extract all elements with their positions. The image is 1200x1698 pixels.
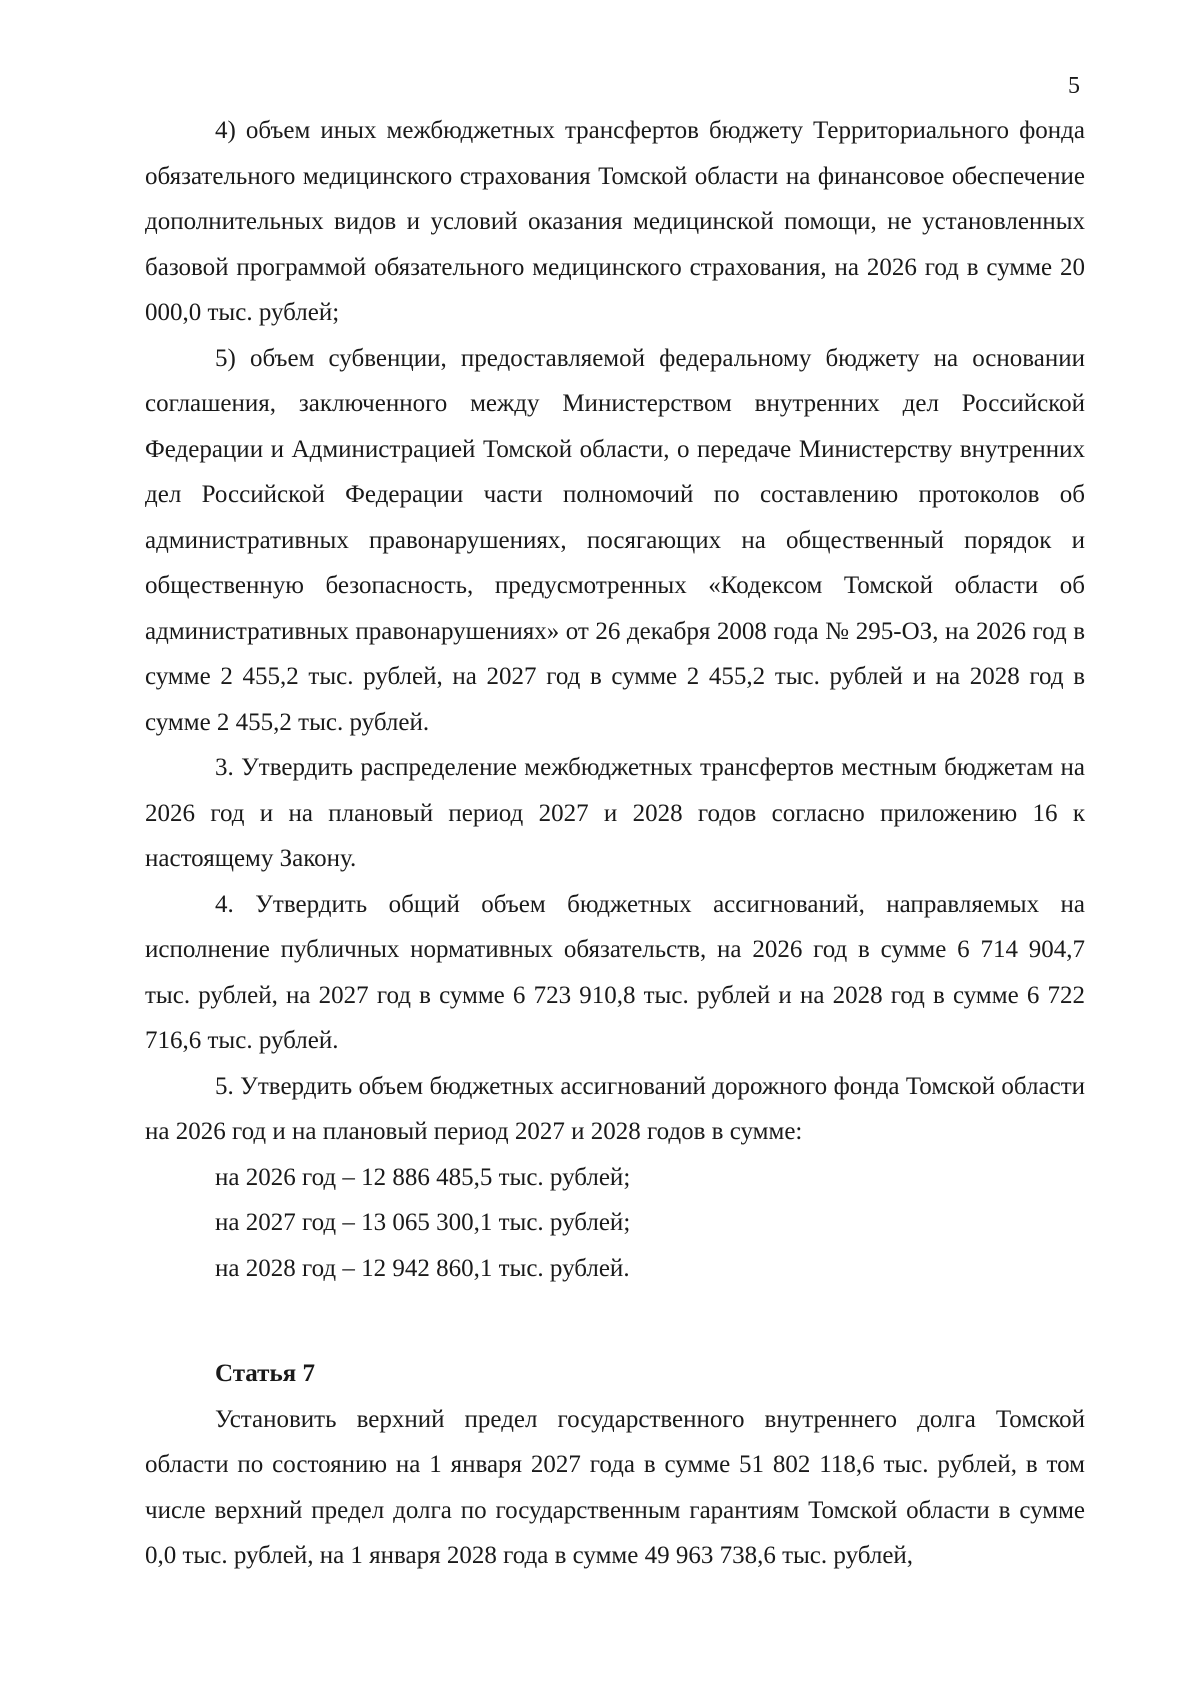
article-7-title: Статья 7 [215, 1360, 315, 1387]
spacer [145, 1291, 1085, 1351]
road-fund-line-2026: на 2026 год – 12 886 485,5 тыс. рублей; [215, 1163, 631, 1191]
paragraph-section-5: 5. Утвердить объем бюджетных ассигнований дорожного фонда Томской области на 2026 год и на плановый период 2027 и 2028 годов в сумме: [145, 1072, 1085, 1145]
road-fund-line-2028: на 2028 год – 12 942 860,1 тыс. рублей. [215, 1254, 630, 1282]
document-body [145, 108, 1085, 1579]
paragraph-section-3: 3. Утвердить распределение межбюджетных трансфертов местным бюджетам на 2026 год и на плановый период 2027 и 2028 годов согласно приложению 16 к настоящему Закону. [145, 754, 1085, 872]
article-7-text: Установить верхний предел государственного внутреннего долга Томской области по состоянию на 1 января 2027 года в сумме 51 802 118,6 тыс. рублей, в том числе верхний предел долга по государственным гарантиям Томской области в сумме 0,0 тыс. рублей, на 1 января 2028 года в сумме 49 963 738,6 тыс. рублей, [145, 1405, 1085, 1569]
paragraph-item-5: 5) объем субвенции, предоставляемой федеральному бюджету на основании соглашения, заключенного между Министерством внутренних дел Российской Федерации и Администрацией Томской области, о передаче Министерству внутренних дел Российской Федерации части полномочий по составлению протоколов об административных правонарушениях, посягающих на общественный порядок и общественную безопасность, предусмотренных «Кодексом Томской области об административных правонарушениях» от 26 декабря 2008 года № 295-ОЗ, на 2026 год в сумме 2 455,2 тыс. рублей, на 2027 год в сумме 2 455,2 тыс. рублей и на 2028 год в сумме 2 455,2 тыс. рублей. [145, 344, 1085, 736]
page-number: 5 [1068, 73, 1080, 99]
paragraph-item-4: 4) объем иных межбюджетных трансфертов бюджету Территориального фонда обязательного медицинского страхования Томской области на финансовое обеспечение дополнительных видов и условий оказания медицинской помощи, не установленных базовой программой обязательного медицинского страхования, на 2026 год в сумме 20 000,0 тыс. рублей; [145, 117, 1085, 326]
paragraph-section-4: 4. Утвердить общий объем бюджетных ассигнований, направляемых на исполнение публичных нормативных обязательств, на 2026 год в сумме 6 714 904,7 тыс. рублей, на 2027 год в сумме 6 723 910,8 тыс. рублей и на 2028 год в сумме 6 722 716,6 тыс. рублей. [145, 890, 1085, 1054]
road-fund-line-2027: на 2027 год – 13 065 300,1 тыс. рублей; [215, 1209, 631, 1236]
